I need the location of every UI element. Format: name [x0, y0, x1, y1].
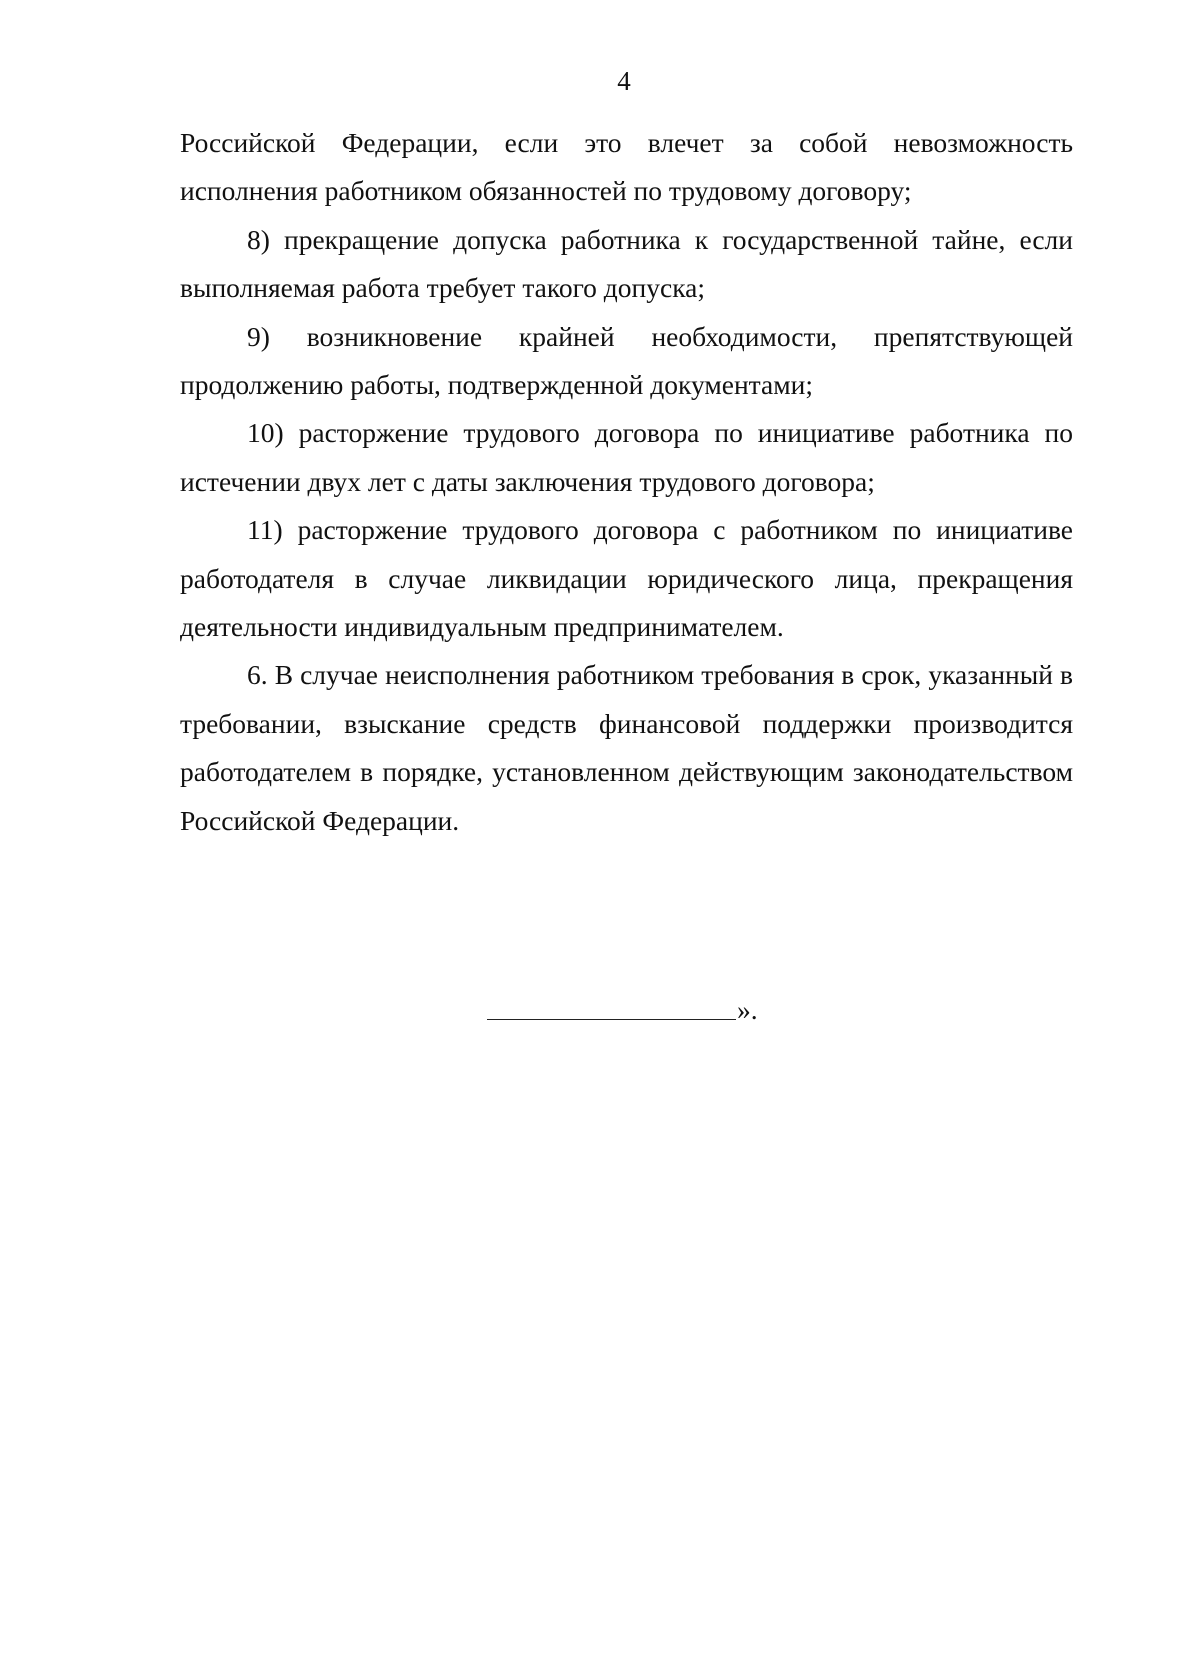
paragraph-item-10: 10) расторжение трудового договора по инициативе работника по истечении двух лет с даты заключения трудового договора;: [180, 417, 1073, 497]
paragraph-item-11: 11) расторжение трудового договора с работником по инициативе работодателя в случае ликвидации юридического лица, прекращения деятельности индивидуальным предпринимателем.: [180, 514, 1073, 643]
closing-mark-block: [487, 990, 767, 1030]
paragraph-continuation: Российской Федерации, если это влечет за собой невозможность исполнения работником обязанностей по трудовому договору;: [180, 127, 1073, 207]
document-body: [180, 119, 1073, 845]
paragraph-item-9: 9) возникновение крайней необходимости, препятствующей продолжению работы, подтвержденной документами;: [180, 320, 1073, 401]
closing-underline: [487, 1019, 736, 1020]
paragraph-item-8: 8) прекращение допуска работника к государственной тайне, если выполняемая работа требует такого допуска;: [180, 223, 1073, 304]
closing-quote: ».: [737, 994, 758, 1025]
page-number: 4: [617, 66, 631, 96]
paragraph-section-6: 6. В случае неисполнения работником требования в срок, указанный в требовании, взыскание средств финансовой поддержки производится работодателем в порядке, установленном действующим законодательством Российской Федерации.: [180, 659, 1073, 836]
